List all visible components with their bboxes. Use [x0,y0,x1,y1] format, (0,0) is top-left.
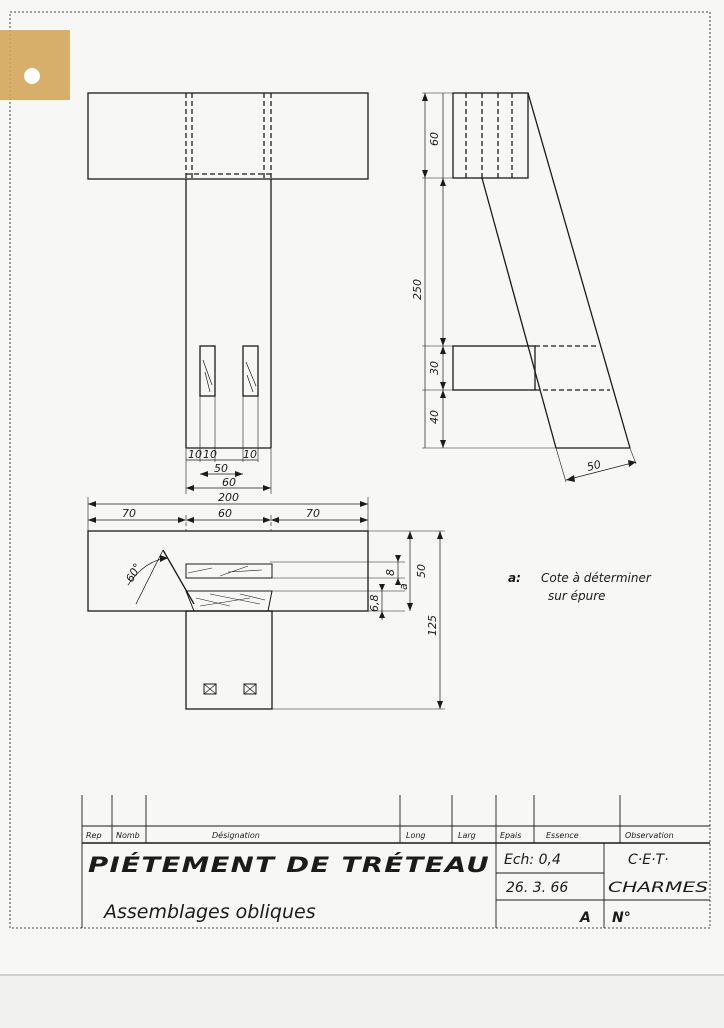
dim-top-200: 200 [218,491,239,504]
note-letter: a: [508,571,521,585]
tb-header-essence: Essence [546,831,579,840]
note-line1: Cote à déterminer [541,571,651,585]
tb-school-line1: C·E·T· [628,852,669,868]
drawing-title: PIÉTEMENT DE TRÉTEAU [88,853,394,877]
tb-header-rep: Rep [86,831,102,840]
tb-header-larg: Larg [458,831,476,840]
dim-top-60: 60 [222,476,236,489]
dim-bot-8: 8 [384,569,397,576]
dim-angle-60: 60° [123,561,145,585]
dim-top-w2: 10 [203,448,217,461]
tb-date: 26. 3. 66 [506,880,569,896]
tb-scale: Ech: 0,4 [504,852,561,868]
tb-header-epais: Epais [500,831,522,840]
tape-with-punch-hole [0,30,70,100]
dim-bot-125: 125 [426,615,439,636]
tb-header-observation: Observation [625,831,674,840]
dim-bot-a: a [397,583,410,590]
dim-plan-60: 60 [218,507,232,520]
dim-bot-50: 50 [415,564,428,578]
dim-top-w1: 10 [188,448,202,461]
tb-format: A [580,910,591,926]
dim-plan-70-left: 70 [122,507,136,520]
tb-school-line2: CHARMES [608,880,709,896]
tb-number-label: N° [612,910,631,926]
dim-side-40: 40 [428,410,441,424]
dim-side-250: 250 [411,279,424,300]
drawing-subtitle: Assemblages obliques [104,901,316,923]
dim-bot-6-8: 6,8 [368,594,381,612]
dim-side-30: 30 [428,361,441,375]
dim-top-w3: 10 [243,448,257,461]
dim-side-60: 60 [428,132,441,146]
tb-header-nomb: Nomb [116,831,140,840]
dim-top-50: 50 [214,462,228,475]
dim-side-50: 50 [585,457,603,474]
dim-plan-70-right: 70 [306,507,320,520]
tb-header-long: Long [406,831,426,840]
note-line2: sur épure [548,589,606,603]
tb-header-designation: Désignation [212,831,260,840]
